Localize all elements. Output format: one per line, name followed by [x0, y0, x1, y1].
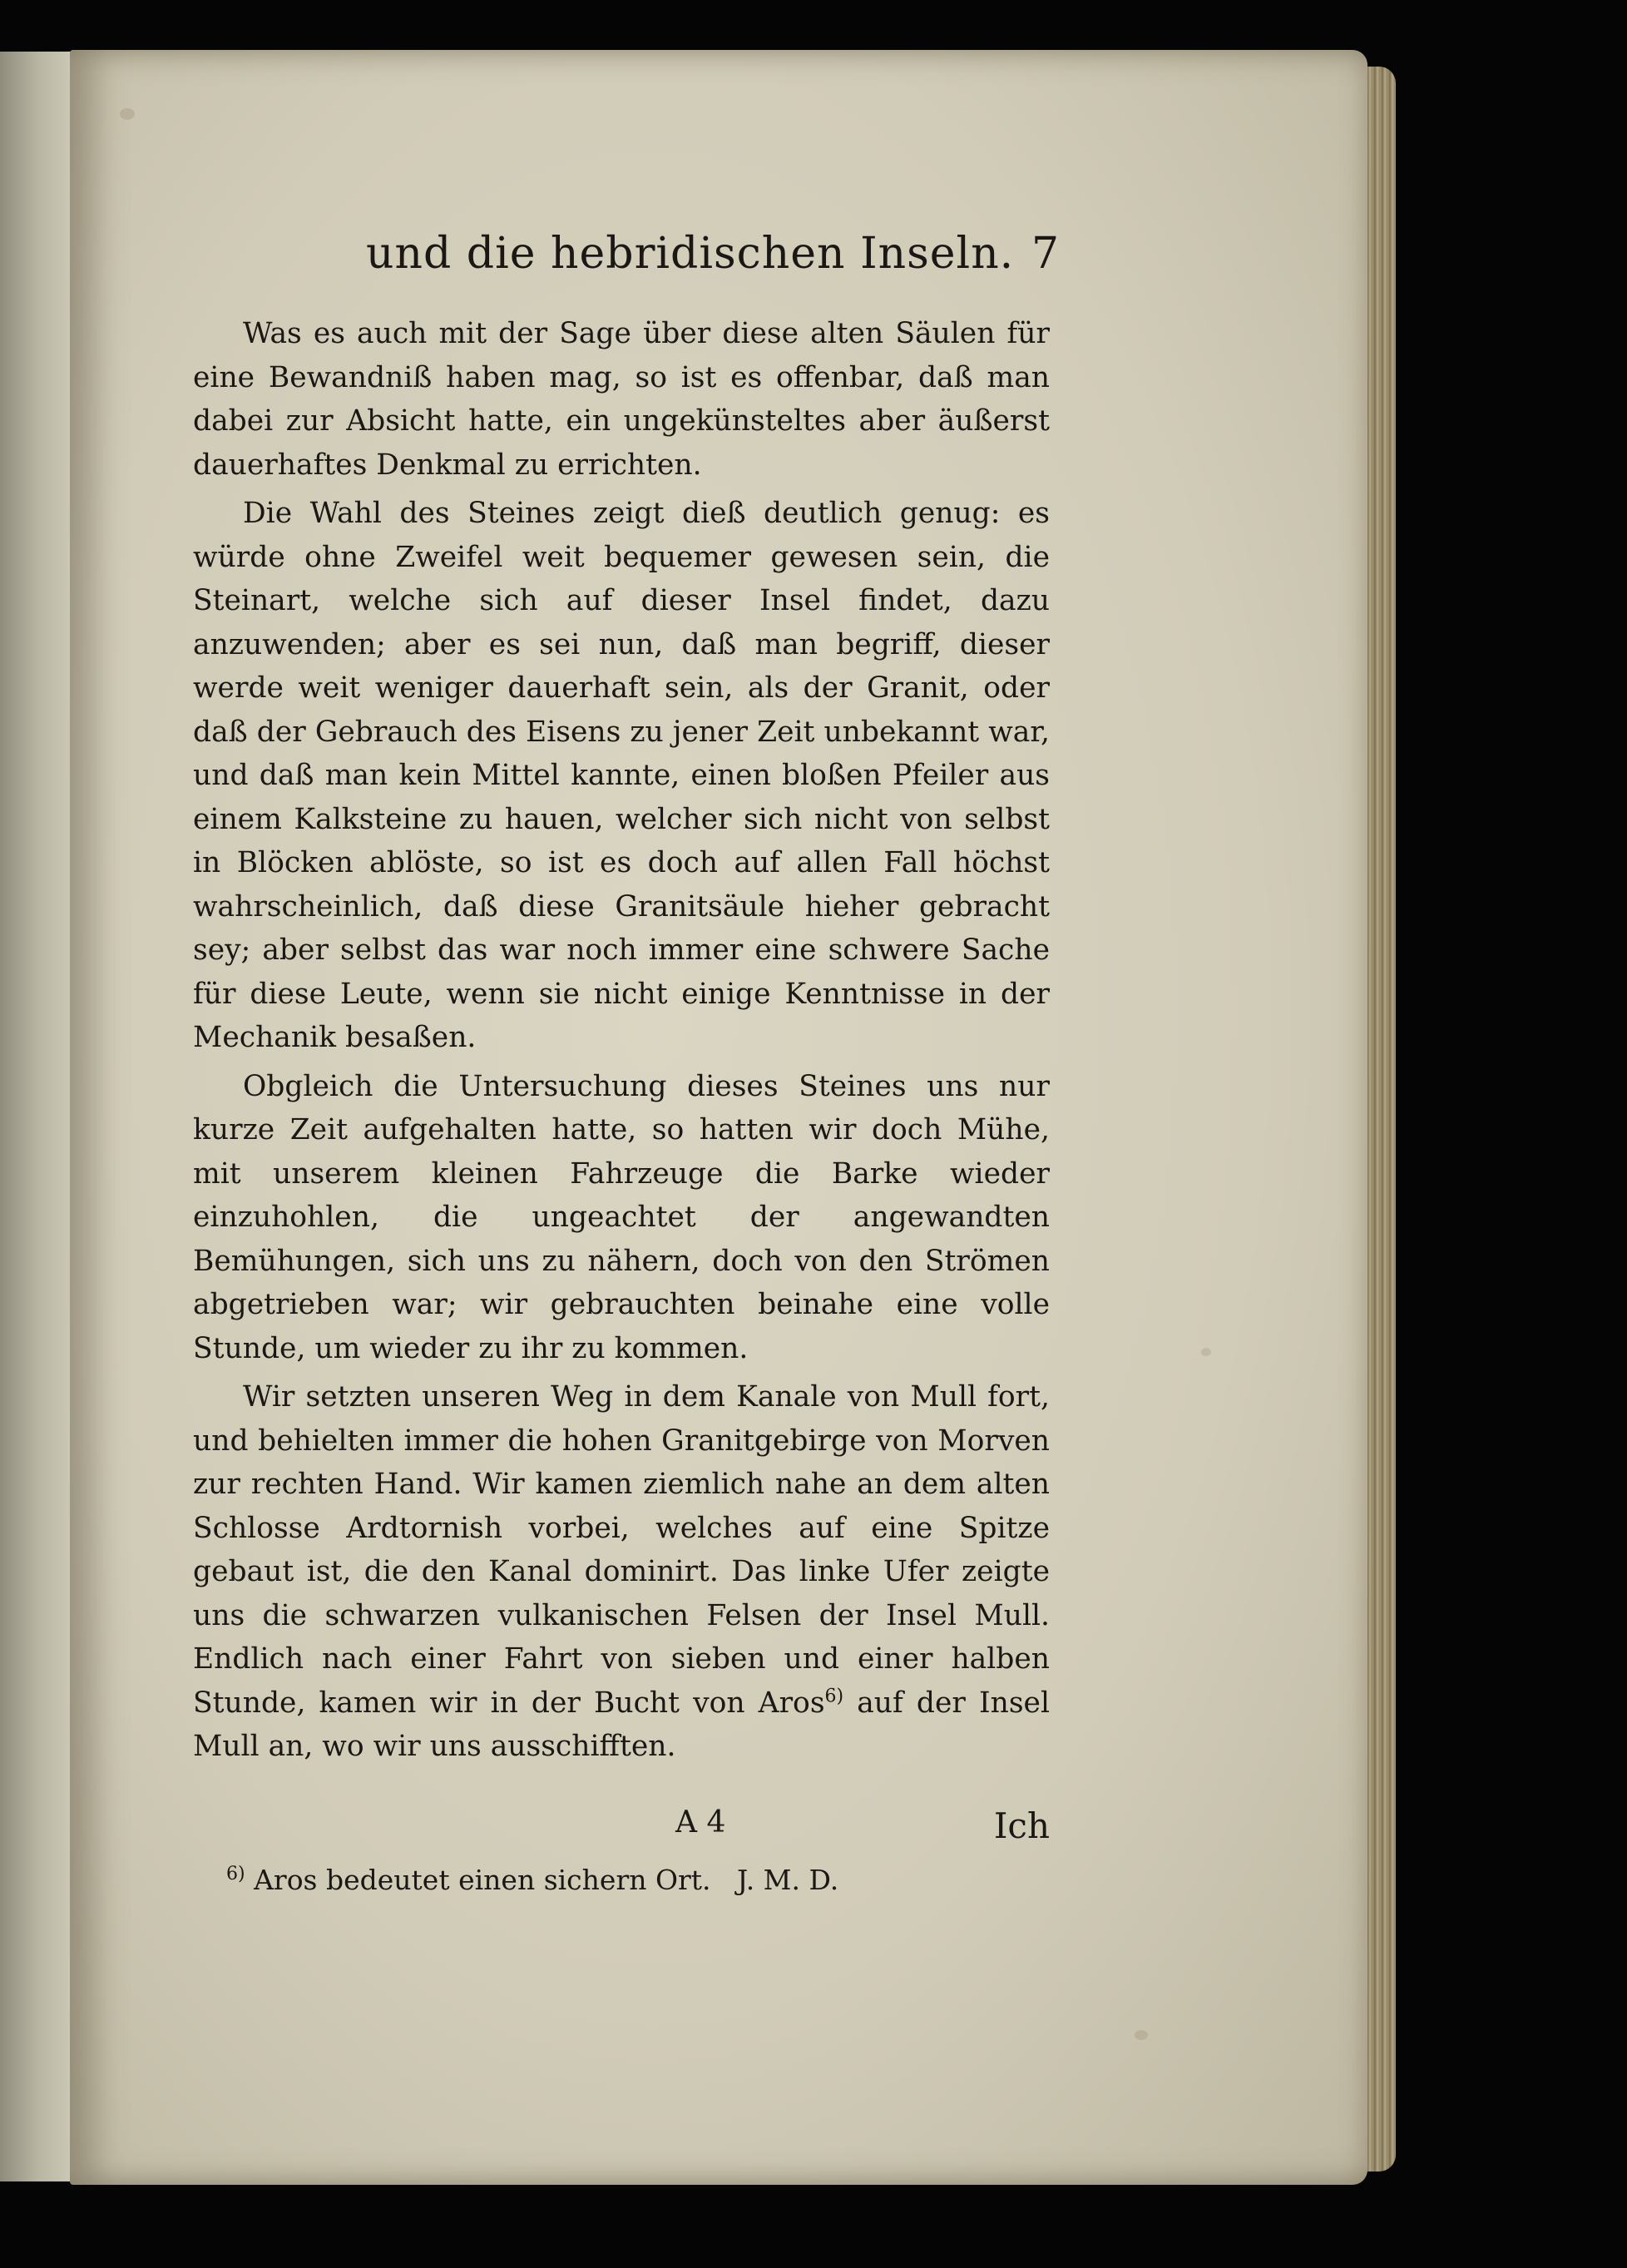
previous-page-edge: [0, 52, 78, 2181]
footnote-reference: 6): [824, 1686, 844, 1706]
footnote: [226, 1864, 975, 1896]
paragraph-1: Was es auch mit der Sage über diese alten Säulen für eine Bewandniß haben mag, so ist es offenbar, daß man dabei zur Absicht hatte, ein ungekünsteltes aber äußerst dauerhaftes Denkmal zu errichten.: [193, 317, 1050, 482]
page-header: [366, 229, 1073, 287]
paragraph-4: [193, 1375, 1050, 1769]
signature-mark: A 4: [675, 1805, 726, 1840]
paragraph-4-tail: auf der Insel Mull an, wo wir uns ausschifften.: [193, 1686, 1050, 1763]
body-text: [193, 312, 1050, 1774]
paper-stain: [1201, 1348, 1211, 1356]
paragraph-4-text: Wir setzten unseren Weg in dem Kanale von Mull fort, und behielten immer die hohen Granitgebirge von Morven zur rechten Hand. Wir kamen ziemlich nahe an dem alten Schlosse Ardtornish vorbei, welches auf eine Spitze gebaut ist, die den Kanal dominirt. Das linke Ufer zeigte uns die schwarzen vulkanischen Felsen der Insel Mull. Endlich nach einer Fahrt von sieben und einer halben Stunde, kamen wir in der Bucht von Aros: [193, 1380, 1050, 1720]
footnote-marker: 6): [226, 1864, 245, 1884]
paragraph-2: Die Wahl des Steines zeigt dieß deutlich genug: es würde ohne Zweifel weit bequemer gewesen sein, die Steinart, welche sich auf dieser Insel findet, dazu anzuwenden; aber es sei nun, daß man begriff, dieser werde weit weniger dauerhaft sein, als der Granit, oder daß der Gebrauch des Eisens zu jener Zeit unbekannt war, und daß man kein Mittel kannte, einen bloßen Pfeiler aus einem Kalksteine zu hauen, welcher sich nicht von selbst in Blöcken ablöste, so ist es doch auf allen Fall höchst wahrscheinlich, daß diese Granitsäule hieher gebracht sey; aber selbst das war noch immer eine schwere Sache für diese Leute, wenn sie nicht einige Kenntnisse in der Mechanik besaßen.: [193, 497, 1050, 1054]
page-footer-line: [193, 1805, 1050, 1855]
footnote-initials: J. M. D.: [737, 1864, 839, 1896]
catchword: Ich: [993, 1805, 1050, 1846]
paper-stain: [120, 108, 135, 120]
paper-stain: [1135, 2030, 1148, 2040]
running-head: und die hebridischen Inseln.: [366, 229, 1015, 279]
page-number: 7: [1031, 229, 1060, 279]
footnote-text: Aros bedeutet einen sichern Ort.: [245, 1864, 711, 1896]
paragraph-3: Obgleich die Untersuchung dieses Steines uns nur kurze Zeit aufgehalten hatte, so hatten wir doch Mühe, mit unserem kleinen Fahrzeuge die Barke wieder einzuhohlen, die ungeachtet der angewandten Bemühungen, sich uns zu nähern, doch von den Strömen abgetrieben war; wir gebrauchten beinahe eine volle Stunde, um wieder zu ihr zu kommen.: [193, 1069, 1050, 1365]
